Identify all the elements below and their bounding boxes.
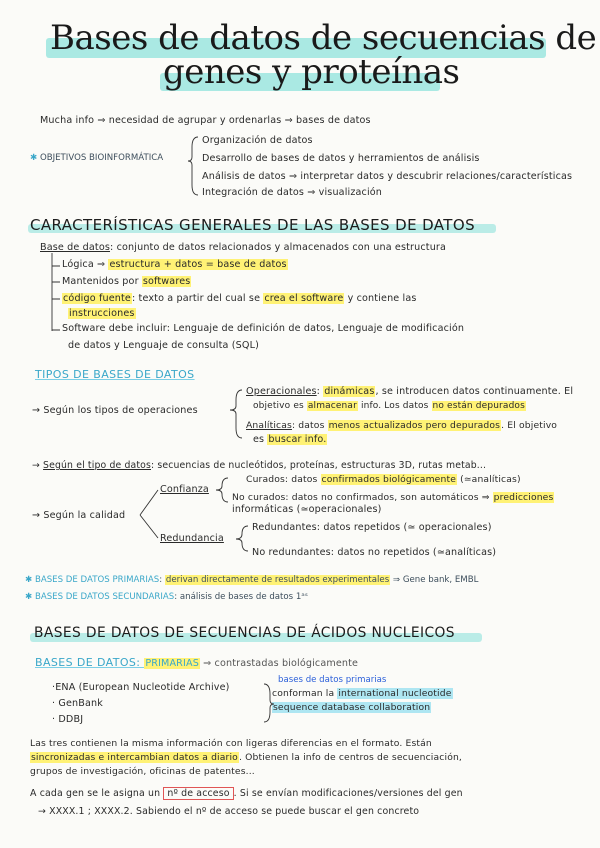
intro-mucha: Mucha info xyxy=(40,115,95,126)
operaciones-bracket xyxy=(230,390,242,438)
analiticas-highlight: menos actualizados pero depurados xyxy=(328,420,501,431)
no-curados-highlight: predicciones xyxy=(493,492,554,503)
para1-line1: Las tres contienen la misma información con ligeras diferencias en el formato. Están xyxy=(30,738,432,749)
secundarias-label: BASES DE DATOS SECUNDARIAS xyxy=(34,592,175,602)
analiticas-label: Analíticas xyxy=(246,420,292,431)
para2-b: . Si se envían modificaciones/versiones del gen xyxy=(233,788,463,799)
star-icon: ✱ xyxy=(25,575,33,585)
numero-acceso-box: nº de acceso xyxy=(163,787,233,800)
segun-operaciones-text: Según los tipos de operaciones xyxy=(43,405,198,416)
curados-highlight: confirmados biológicamente xyxy=(321,474,457,485)
objetivo-item-2: Desarrollo de bases de datos y herramientos de análisis xyxy=(202,153,480,164)
tipos-heading: TIPOS DE BASES DE DATOS xyxy=(35,368,195,381)
page-title-line1: Bases de datos de secuencias de xyxy=(50,18,597,58)
objetivo-item-3: Análisis de datos ⇒ interpretar datos y descubrir relaciones/características xyxy=(202,171,573,182)
operacionales-line2-b: info. Los datos xyxy=(357,401,432,411)
redundancia-label: Redundancia xyxy=(160,533,224,544)
operacionales-text: , se introducen datos continuamente. El xyxy=(375,386,574,397)
operacionales-label: Operacionales xyxy=(246,386,317,397)
secundarias-text: : análisis de bases de datos 1ᵃˢ xyxy=(174,592,308,602)
operacionales-line-1: Operacionales: dinámicas, se introducen datos continuamente. El xyxy=(246,386,574,397)
para2-line2: → XXXX.1 ; XXXX.2. Sabiendo el nº de acceso se puede buscar el gen concreto xyxy=(38,806,420,817)
caracteristicas-heading: CARACTERÍSTICAS GENERALES DE LAS BASES DE DATOS xyxy=(30,216,475,234)
segun-tipo-label: Según el tipo de datos xyxy=(43,460,151,471)
codigo-text-a: : texto a partir del cual se xyxy=(131,293,264,304)
operacionales-line2-hl: almacenar xyxy=(307,401,357,411)
star-icon: ✱ xyxy=(25,592,33,602)
no-redundantes-line: No redundantes: datos no repetidos (≃analíticas) xyxy=(252,547,497,558)
redundantes-line: Redundantes: datos repetidos (≃ operacionales) xyxy=(252,522,492,533)
logica-highlight: estructura + datos = base de datos xyxy=(109,259,287,270)
para1-line2-b: . Obtienen la info de centros de secuenciación, xyxy=(238,752,463,763)
segun-tipo-datos: → Según el tipo de datos: secuencias de nucleótidos, proteínas, estructuras 3D, rutas metab... xyxy=(32,460,487,471)
para2-a: A cada gen se le asigna un xyxy=(30,788,164,799)
software-line-1: Software debe incluir: Lenguaje de definición de datos, Lenguaje de modificación xyxy=(62,323,465,334)
operacionales-highlight: dinámicas xyxy=(324,386,375,397)
operacionales-line2-a: objetivo es xyxy=(253,401,307,411)
acidos-heading: BASES DE DATOS DE SECUENCIAS DE ÁCIDOS NUCLEICOS xyxy=(34,625,455,641)
mantenidos-pre: Mantenidos por xyxy=(62,276,142,287)
primarias-highlight: derivan directamente de resultados experimentales xyxy=(165,575,390,585)
objetivos-bracket xyxy=(188,137,198,195)
intro-necesidad: necesidad de agrupar y ordenarlas xyxy=(108,115,282,126)
primarias-line: ✱ BASES DE DATOS PRIMARIAS: derivan directamente de resultados experimentales ⇒ Gene bank, EMBL xyxy=(25,575,479,585)
redundancia-bracket xyxy=(236,526,248,551)
operacionales-line2-hl2: no están depurados xyxy=(432,401,525,411)
primarias-text: ⇒ Gene bank, EMBL xyxy=(390,575,479,585)
intro-line: Mucha info ⇒ necesidad de agrupar y ordenarlas ⇒ bases de datos xyxy=(40,115,371,126)
acidos-sub-label: BASES DE DATOS: xyxy=(35,656,145,669)
acidos-list-genbank: · GenBank xyxy=(52,698,103,709)
codigo-line2-text: instrucciones xyxy=(69,308,135,319)
mantenidos-highlight: softwares xyxy=(142,276,191,287)
definicion-label: Base de datos xyxy=(40,242,111,253)
confianza-label: Confianza xyxy=(160,484,209,495)
definicion-text: : conjunto de datos relacionados y almacenados con una estructura xyxy=(110,242,447,253)
note-line2-hl: sequence database collaboration xyxy=(273,702,431,713)
primarias-label: BASES DE DATOS PRIMARIAS xyxy=(34,575,160,585)
objetivo-item-1: Organización de datos xyxy=(202,135,313,146)
para1-line2-hl: sincronizadas e intercambian datos a diario xyxy=(31,752,238,763)
curados-text-b: (≃analíticas) xyxy=(457,474,521,485)
objetivos-label-text: OBJETIVOS BIOINFORMÁTICA xyxy=(39,153,164,163)
calidad-branches xyxy=(140,490,158,538)
acidos-list-ena: ·ENA (European Nucleotide Archive) xyxy=(52,682,230,693)
segun-calidad-text: Según la calidad xyxy=(43,510,126,521)
software-line-2: de datos y Lenguaje de consulta (SQL) xyxy=(68,340,259,351)
analiticas-text-b: . El objetivo xyxy=(501,420,558,431)
page-title-line2: genes y proteínas xyxy=(163,52,460,92)
analiticas-text-a: : datos xyxy=(291,420,328,431)
acidos-list-bracket xyxy=(264,684,274,722)
segun-operaciones: → Según los tipos de operaciones xyxy=(32,405,198,416)
segun-tipo-text: : secuencias de nucleótidos, proteínas, estructuras 3D, rutas metab... xyxy=(151,460,487,471)
acidos-note-blue: bases de datos primarias xyxy=(278,675,387,685)
star-icon: ✱ xyxy=(30,153,38,163)
confianza-bracket xyxy=(216,478,228,502)
codigo-text-b: y contiene las xyxy=(344,293,417,304)
logica-pre: Lógica ⇒ xyxy=(62,259,109,270)
analiticas-line2-a: es xyxy=(253,434,268,445)
acidos-sub-text: ⇒ contrastadas biológicamente xyxy=(199,658,359,669)
note-line1-hl: international nucleotide xyxy=(338,688,452,699)
acidos-list-ddbj: · DDBJ xyxy=(52,714,84,725)
analiticas-line2-hl: buscar info. xyxy=(268,434,327,445)
para1-line3: grupos de investigación, oficinas de patentes... xyxy=(30,766,255,777)
no-curados-line-2: informáticas (≃operacionales) xyxy=(232,504,382,515)
acidos-sub-highlight: PRIMARIAS xyxy=(145,658,199,669)
curados-text-a: Curados: datos xyxy=(246,474,321,485)
note-line1-a: conforman la xyxy=(272,688,338,699)
objetivo-item-4: Integración de datos ⇒ visualización xyxy=(202,187,383,198)
codigo-highlight: código fuente xyxy=(63,293,131,304)
no-curados-text: No curados: datos no confirmados, son automáticos ⇒ xyxy=(232,492,493,503)
codigo-highlight-2: crea el software xyxy=(264,293,344,304)
caracteristicas-tree xyxy=(52,253,60,331)
segun-calidad: → Según la calidad xyxy=(32,510,126,521)
intro-bases: bases de datos xyxy=(296,115,371,126)
